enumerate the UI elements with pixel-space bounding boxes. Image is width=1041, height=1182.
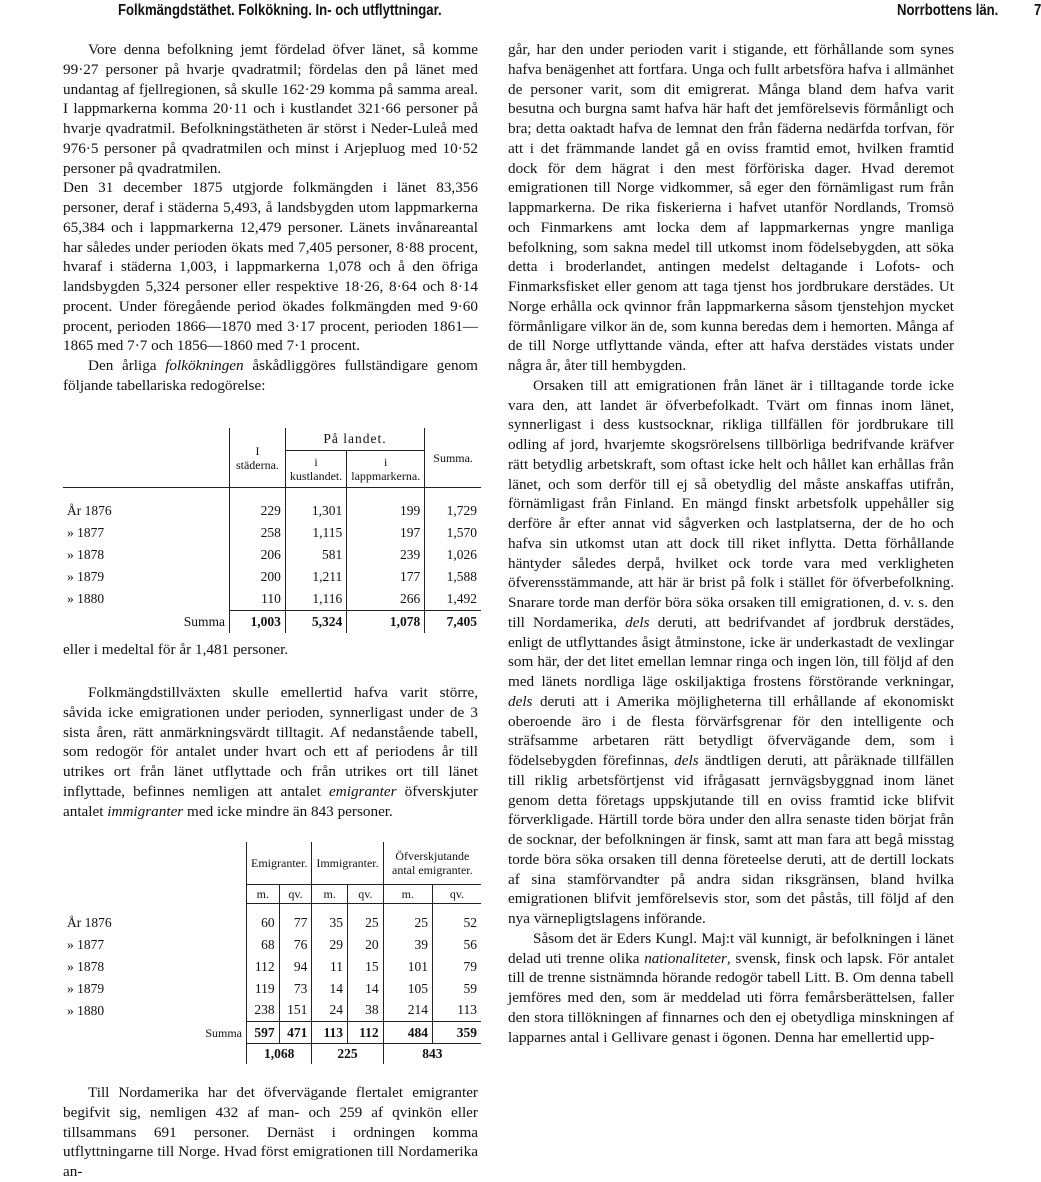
table-cell: 94 [279,956,312,978]
sum-cell: 484 [383,1022,432,1044]
table-row [63,978,481,1000]
sum-cities: 1,003 [230,611,286,633]
text-run: Den årliga [88,357,166,374]
header-immigrants: Immigranter. [312,842,383,885]
table-cell: 11 [312,956,348,978]
text-run: deruti att i Amerika möjligheterna till erhållande af ekonomiskt oberoende äro i de flesta förvärfsgrenar för den intelligente och sträfsamme arbetaren rätt betydligt öfvervägande dem, som i födelsebygden förefinnas, [508,692,954,769]
sum-cell: 112 [347,1022,383,1044]
header-sum: Summa. [425,428,481,488]
table-cell: 35 [312,912,348,934]
population-growth-table [63,428,481,633]
table-row [63,522,481,544]
italic-run: nationaliteter [644,949,727,967]
row-year: » 1879 [67,980,105,996]
text-run: öfverskjuter antalet [63,782,478,820]
table-corner [63,842,247,885]
cell-sum: 1,588 [425,566,481,588]
cell-coast: 1,115 [285,522,346,544]
row-year: » 1877 [67,525,105,540]
spacer [347,904,383,912]
left-paragraph-4 [63,683,478,821]
table-cell: 113 [432,1000,481,1022]
sum-cell: 359 [432,1022,481,1044]
cell-cities: 229 [230,500,286,522]
cell-coast: 1,211 [285,566,346,588]
row-year: » 1877 [67,936,105,952]
col-m: m. [383,885,432,904]
cell-cities: 206 [230,544,286,566]
left-paragraph-1: Vore denna befolkning jemt fördelad öfver länet, så komme 99·27 personer på hvarje qvadratmil; fördelas den på länet med undantag af fjellregionen, så skulle 162·29 komma på samma areal. I lappmarkerna komma 20·11 och i kustlandet 321·66 personer på hvarje qvadratmil. Befolkningstätheten är störst i Neder-Luleå med 976·5 personer på qvadratmilen och minst i Arjepluog med 10·52 personer på qvadratmilen. [63,41,478,177]
table-cell: 25 [347,912,383,934]
left-paragraph-5 [63,1083,478,1182]
col-m: m. [312,885,348,904]
col-qv: qv. [432,885,481,904]
row-year: » 1880 [67,591,105,607]
text-run: Orsaken till att emigrationen från länet är i tilltagande torde icke vara den, att landet är öfverbefolkadt. Tvärt om finnas inom länet, synnerligast i dess kustsocknar, rikliga tillfällen för jordbrukare till odling af jord, hvarjemte skogsrörelsens tillbörliga bedrifvande kräfver rätt betydlig arbetskraft, som oftast icke helt och hållet kan erhållas från länet, och som derför till ej så obetydlig del måste anskaffas utifrån, förnämligast från Finland. En mängd finskt arbetsfolk uppehåller sig derföre år efter annat vid sågverken och lastplatserna, der de ho och hafva sin utkomst utan att dock till riket inflytta. Detta förhållande häntyder således derpå, hvilket ock torde vara med verkligheten öfverensstämmande, att här är brist på folk i stället för öfverbefolkning. Snarare torde man derför böra söka orsaken till emigrationen, d. v. s. den till Nordamerika, [508,376,954,631]
table-cell: 112 [247,956,280,978]
row-year: År 1876 [67,503,112,518]
table-cell: 77 [279,912,312,934]
spacer [63,488,230,501]
sum-lapp: 1,078 [347,611,425,633]
table-cell: 101 [383,956,432,978]
spacer [383,904,432,912]
cell-sum: 1,492 [425,588,481,611]
text-block [63,683,478,821]
text-run: , svensk, finsk och lapsk. För antalet till de trenne sistnämnda hörande redogör tabell Litt. B. Om denna tabell jemföres med den, som är meddelad uti förra femårsberättelsen, faller den stora tillökningen af finnarnes och den ej obetydliga minskningen af lapparnes antal i Gellivare genast i ögonen. Denna har emellertid upp- [508,949,954,1046]
table-row [63,588,481,611]
italic-run: dels [625,613,650,631]
table-cell: 59 [432,978,481,1000]
sum-cell: 113 [312,1022,348,1044]
table-cell: 105 [383,978,432,1000]
italic-run: dels [508,692,533,710]
col-qv: qv. [347,885,383,904]
total-emigrants: 1,068 [247,1044,312,1065]
table-cell: 52 [432,912,481,934]
table-corner [63,428,230,488]
table-cell: 119 [247,978,280,1000]
sum-coast: 5,324 [285,611,346,633]
cell-coast: 1,116 [285,588,346,611]
migration-table [63,842,481,1064]
cell-sum: 1,570 [425,522,481,544]
table-row [63,1000,481,1022]
table-cell: 29 [312,934,348,956]
right-column [508,40,954,1047]
cell-sum: 1,026 [425,544,481,566]
table-row [63,500,481,522]
table-cell: 238 [247,1000,280,1022]
text-run: Såsom det är Eders Kungl. Maj:t väl kunnigt, är befolkningen i länet delad uti trenne olika [508,929,954,967]
cell-lapp: 197 [347,522,425,544]
header-cities: I städerna. [230,428,286,488]
total-immigrants: 225 [312,1044,383,1065]
spacer [230,488,286,501]
left-paragraph-3 [63,356,478,396]
spacer [63,904,247,912]
cell-coast: 581 [285,544,346,566]
italic-run: dels [674,752,699,769]
table-row [63,544,481,566]
page-header [118,0,1041,22]
cell-cities: 258 [230,522,286,544]
spacer [347,488,425,501]
cell-lapp: 239 [347,544,425,566]
text-run: åskådliggöres fullständigare genom följande tabellariska redogörelse: [63,357,478,394]
spacer [432,904,481,912]
sum-total: 7,405 [425,611,481,633]
header-lapp: i lappmarkerna. [347,451,425,488]
table-cell: 39 [383,934,432,956]
table-row [63,956,481,978]
text-block: Till Nordamerika har det öfvervägande flertalet emigranter begifvit sig, nemligen 432 af man- och 259 af qvinkön eller tillsammans 691 personer. Dernäst i ordningen komma utflyttningarne till Norge. Hvad först emigrationen till Nordamerika an- [63,1084,478,1180]
table-row [63,566,481,588]
spacer [312,904,348,912]
text-run: Folkmängdstillväxten skulle emellertid hafva varit större, såvida icke emigrationen under perioden, synnerligast under de 3 sista åren, rätt anmärkningsvärdt tilltagit. Af nedanstående tabell, som redogör för antalet under hvart och ett af periodens år till utrikes ort från länet utflyttade och från utrikes ort till länet inflyttade, befinnes nemligen att antalet [63,684,478,800]
header-county: Norrbottens län. [897,2,999,19]
right-paragraph-1: går, har den under perioden varit i stigande, ett förhållande som synes hafva benägenhet att fortfara. Unga och fullt arbetsföra hafva i allmänhet de personer varit, som dit emigrerat. Många bland dem hafva varit besutna och burgna samt hafva här haft det jemförelsevis förmånligt och bra; detta oaktadt hafva de lemnat den från fäderna nedärfda torfvan, för att i det främmande landet gå en oviss framtid emot, hvilken framtid dock för dem hägrat i den mest förföriska dager. Hvad deremot emigrationen till Norge vidkommer, så eger den förnämligast rum från lappmarkerna. De rika fiskerierna i hafvet utanför Nordlands, Tromsö och Finmarkens amt locka dem af lappmarkernas yngre manliga befolkning, som sakna medel till utkomst inom födelsebygden, att söka detta i broderlandet, antingen medelst deltagande i Lofots- och Finmarksfisket eller genom att taga tjenst hos jordbrukare derstädes. Ut Norge erhålla ock qvinnor från lappmarkerna såsom tjenstehjon mycket förmånligare vilkor än de, som kunna beredas dem i hemorten. Många af de till Norge utflyttande vända, efter att hafva derstädes vistats under några år, åter till hembygden. [508,41,954,374]
table-body [63,912,481,1022]
table-row [63,912,481,934]
spacer [279,904,312,912]
spacer [247,904,280,912]
page-number: 7 [1033,2,1041,19]
header-coast: i kustlandet. [285,451,346,488]
sum-label: Summa [205,1025,242,1040]
spacer [425,488,481,501]
sum-label: Summa [183,613,225,629]
table-body [63,500,481,611]
header-excess: Öfverskjutande antal emigranter. [383,842,481,885]
col-qv: qv. [279,885,312,904]
sum-cell: 471 [279,1022,312,1044]
italic-run: immigranter [107,802,184,820]
table-cell: 25 [383,912,432,934]
cell-lapp: 199 [347,500,425,522]
table1-after-text: eller i medeltal för år 1,481 personer. [63,641,289,658]
total-excess: 843 [383,1044,481,1065]
table-cell: 14 [347,978,383,1000]
text-run: deruti, att bedrifvandet af jordbruk derstädes, enligt de utflyttandes åsigt åtminstone, icke är underkastadt de vexlingar som här, der det litet emellan lemnar ringa och ingen lön, till följd af den med länets nordliga läge oskiljaktiga frostens förstörande verkningar, [508,613,954,690]
header-title: Folkmängdstäthet. Folkökning. In- och utflyttningar. [118,2,442,19]
table-cell: 68 [247,934,280,956]
row-year: » 1878 [67,958,105,974]
col-m: m. [247,885,280,904]
header-emigrants: Emigranter. [247,842,312,885]
row-year: » 1880 [67,1002,105,1018]
row-year: » 1878 [67,547,105,562]
cell-sum: 1,729 [425,500,481,522]
sum-cell: 597 [247,1022,280,1044]
cell-lapp: 266 [347,588,425,611]
row-year: År 1876 [67,914,112,930]
cell-lapp: 177 [347,566,425,588]
cell-cities: 110 [230,588,286,611]
row-year: » 1879 [67,569,105,584]
table-cell: 73 [279,978,312,1000]
cell-cities: 200 [230,566,286,588]
cell-coast: 1,301 [285,500,346,522]
table-cell: 20 [347,934,383,956]
right-paragraph-2 [508,376,954,929]
table-cell: 24 [312,1000,348,1022]
table-cell: 214 [383,1000,432,1022]
left-column [63,40,478,396]
right-paragraph-3 [508,929,954,1048]
spacer [63,885,247,904]
table-cell: 151 [279,1000,312,1022]
table-cell: 56 [432,934,481,956]
table-cell: 60 [247,912,280,934]
text-run: med icke mindre än 843 personer. [183,802,393,820]
table-cell: 79 [432,956,481,978]
italic-run: emigranter [329,782,397,800]
table-cell: 38 [347,1000,383,1022]
italic-run: folkökningen [165,357,244,374]
table-cell: 15 [347,956,383,978]
spacer [63,1044,247,1065]
table-row [63,934,481,956]
left-paragraph-2: Den 31 december 1875 utgjorde folkmängden i länet 83,356 personer, deraf i städerna 5,493, å landsbygden utom lappmarkerna 65,384 och i lappmarkerna 12,479 personer. Länets invånareantal har således under perioden ökats med 7,405 personer, 8·88 procent, hvaraf i städerna 1,003, i lappmarkerna 1,078 och å den öfriga landsbygden 5,324 personer eller respektive 18·26, 8·64 och 8·14 procent. Under föregående period ökades folkmängden med 9·60 procent, perioden 1866—1870 med 3·17 procent, perioden 1861—1865 med 7·7 och 1856—1860 med 7·1 procent. [63,179,478,355]
table-cell: 76 [279,934,312,956]
table-cell: 14 [312,978,348,1000]
text-run: ändtligen deruti, att påräknade tillfällen till riklig arbetsförtjenst vid ifrågasatt jernvägsbyggnad inom länet genom detta företags uppskjutande till en oviss framtid icke blifvit förverkligade. Härtill torde böra under den allra senaste tiden börjat från de socknar, der befolkningen är finsk, samt att man fara att begå misstag torde böra söka orsaken till denna företeelse deruti, att de dertill lockats af sina stamförvandter på andra sidan riksgränsen, bland hvilka emigrationen blifvit jemförelsevis stor, som det påstås, till följd af den nya värnepligtslagens införande. [508,752,954,927]
spacer [285,488,346,501]
header-countryside: På landet. [285,428,424,451]
